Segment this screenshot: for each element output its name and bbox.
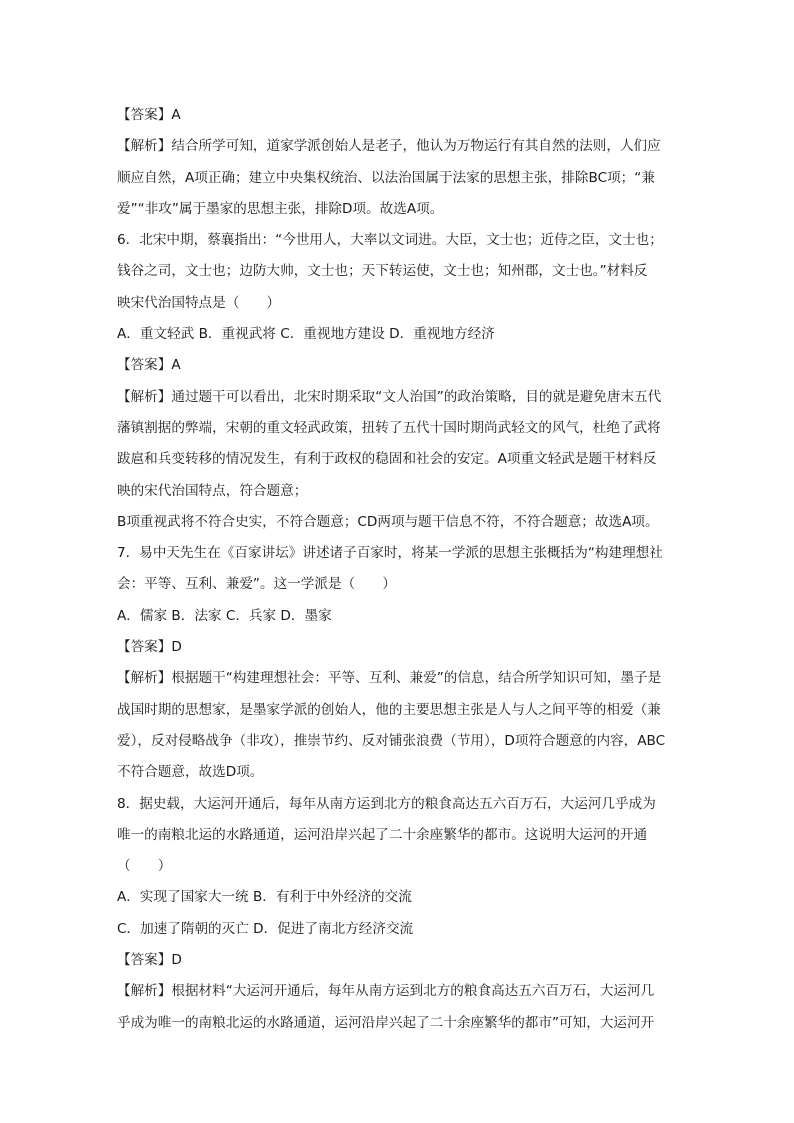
question-7-options: A．儒家 B．法家 C．兵家 D．墨家 bbox=[117, 607, 332, 624]
analysis-line: 【解析】根据材料“大运河开通后，每年从南方运到北方的粮食高达五六百万石，大运河几 bbox=[117, 983, 655, 1000]
question-6-line: 钱谷之司，文士也；边防大帅，文士也；天下转运使，文士也；知州郡，文士也。”材料反 bbox=[117, 263, 648, 280]
answer-line: 【答案】D bbox=[117, 639, 182, 656]
question-6-line: 映宋代治国特点是（ ） bbox=[117, 294, 281, 311]
question-7-line: 7．易中天先生在《百家讲坛》讲述诸子百家时，将某一学派的思想主张概括为“构建理想社 bbox=[117, 545, 663, 562]
analysis-line: 乎成为唯一的南粮北运的水路通道，运河沿岸兴起了二十余座繁华的都市”可知，大运河开 bbox=[117, 1014, 655, 1031]
question-8-line: （ ） bbox=[117, 858, 172, 875]
analysis-line: 不符合题意，故选D项。 bbox=[117, 764, 264, 781]
answer-line: 【答案】A bbox=[117, 357, 181, 374]
answer-line: 【答案】A bbox=[117, 107, 181, 123]
analysis-line: 【解析】结合所学可知，道家学派创始人是老子，他认为万物运行有其自然的法则，人们应 bbox=[117, 138, 661, 155]
answer-line: 【答案】D bbox=[117, 952, 182, 969]
analysis-line: 【解析】通过题干可以看出，北宋时期采取“文人治国”的政治策略，目的就是避免唐末五代 bbox=[117, 388, 662, 405]
question-6-line: 6．北宋中期，蔡襄指出：“今世用人，大率以文词进。大臣，文士也；近侍之臣，文士也； bbox=[117, 232, 663, 249]
analysis-line: 爱”“非攻”属于墨家的思想主张，排除D项。故选A项。 bbox=[117, 200, 444, 217]
analysis-line: B项重视武将不符合史实，不符合题意；CD两项与题干信息不符，不符合题意；故选A项。 bbox=[117, 513, 659, 530]
question-8-line: 8．据史载，大运河开通后，每年从南方运到北方的粮食高达五六百万石，大运河几乎成为 bbox=[117, 795, 656, 812]
analysis-line: 跋扈和兵变转移的情况发生，有利于政权的稳固和社会的安定。A项重文轻武是题干材料反 bbox=[117, 451, 657, 468]
analysis-line: 顺应自然，A项正确；建立中央集权统治、以法治国属于法家的思想主张，排除BC项；“兼 bbox=[117, 169, 655, 186]
question-8-options: A．实现了国家大一统 B．有利于中外经济的交流 bbox=[117, 889, 412, 906]
analysis-line: 爱），反对侵略战争（非攻），推崇节约、反对铺张浪费（节用），D项符合题意的内容，ABC bbox=[117, 732, 666, 749]
analysis-line: 【解析】根据题干“构建理想社会：平等、互利、兼爱”的信息，结合所学知识可知，墨子是 bbox=[117, 670, 662, 687]
question-6-options: A．重文轻武 B．重视武将 C．重视地方建设 D．重视地方经济 bbox=[117, 326, 495, 343]
analysis-line: 映的宋代治国特点，符合题意； bbox=[117, 482, 308, 499]
document-body bbox=[117, 100, 679, 1039]
question-7-line: 会：平等、互利、兼爱”。这一学派是（ ） bbox=[117, 576, 396, 593]
analysis-line: 战国时期的思想家，是墨家学派的创始人，他的主要思想主张是人与人之间平等的相爱（兼 bbox=[117, 701, 661, 718]
question-8-options: C．加速了隋朝的灭亡 D．促进了南北方经济交流 bbox=[117, 920, 414, 937]
analysis-line: 藩镇割据的弊端，宋朝的重文轻武政策，扭转了五代十国时期尚武轻文的风气，杜绝了武将 bbox=[117, 419, 661, 436]
question-8-line: 唯一的南粮北运的水路通道，运河沿岸兴起了二十余座繁华的都市。这说明大运河的开通 bbox=[117, 826, 648, 843]
